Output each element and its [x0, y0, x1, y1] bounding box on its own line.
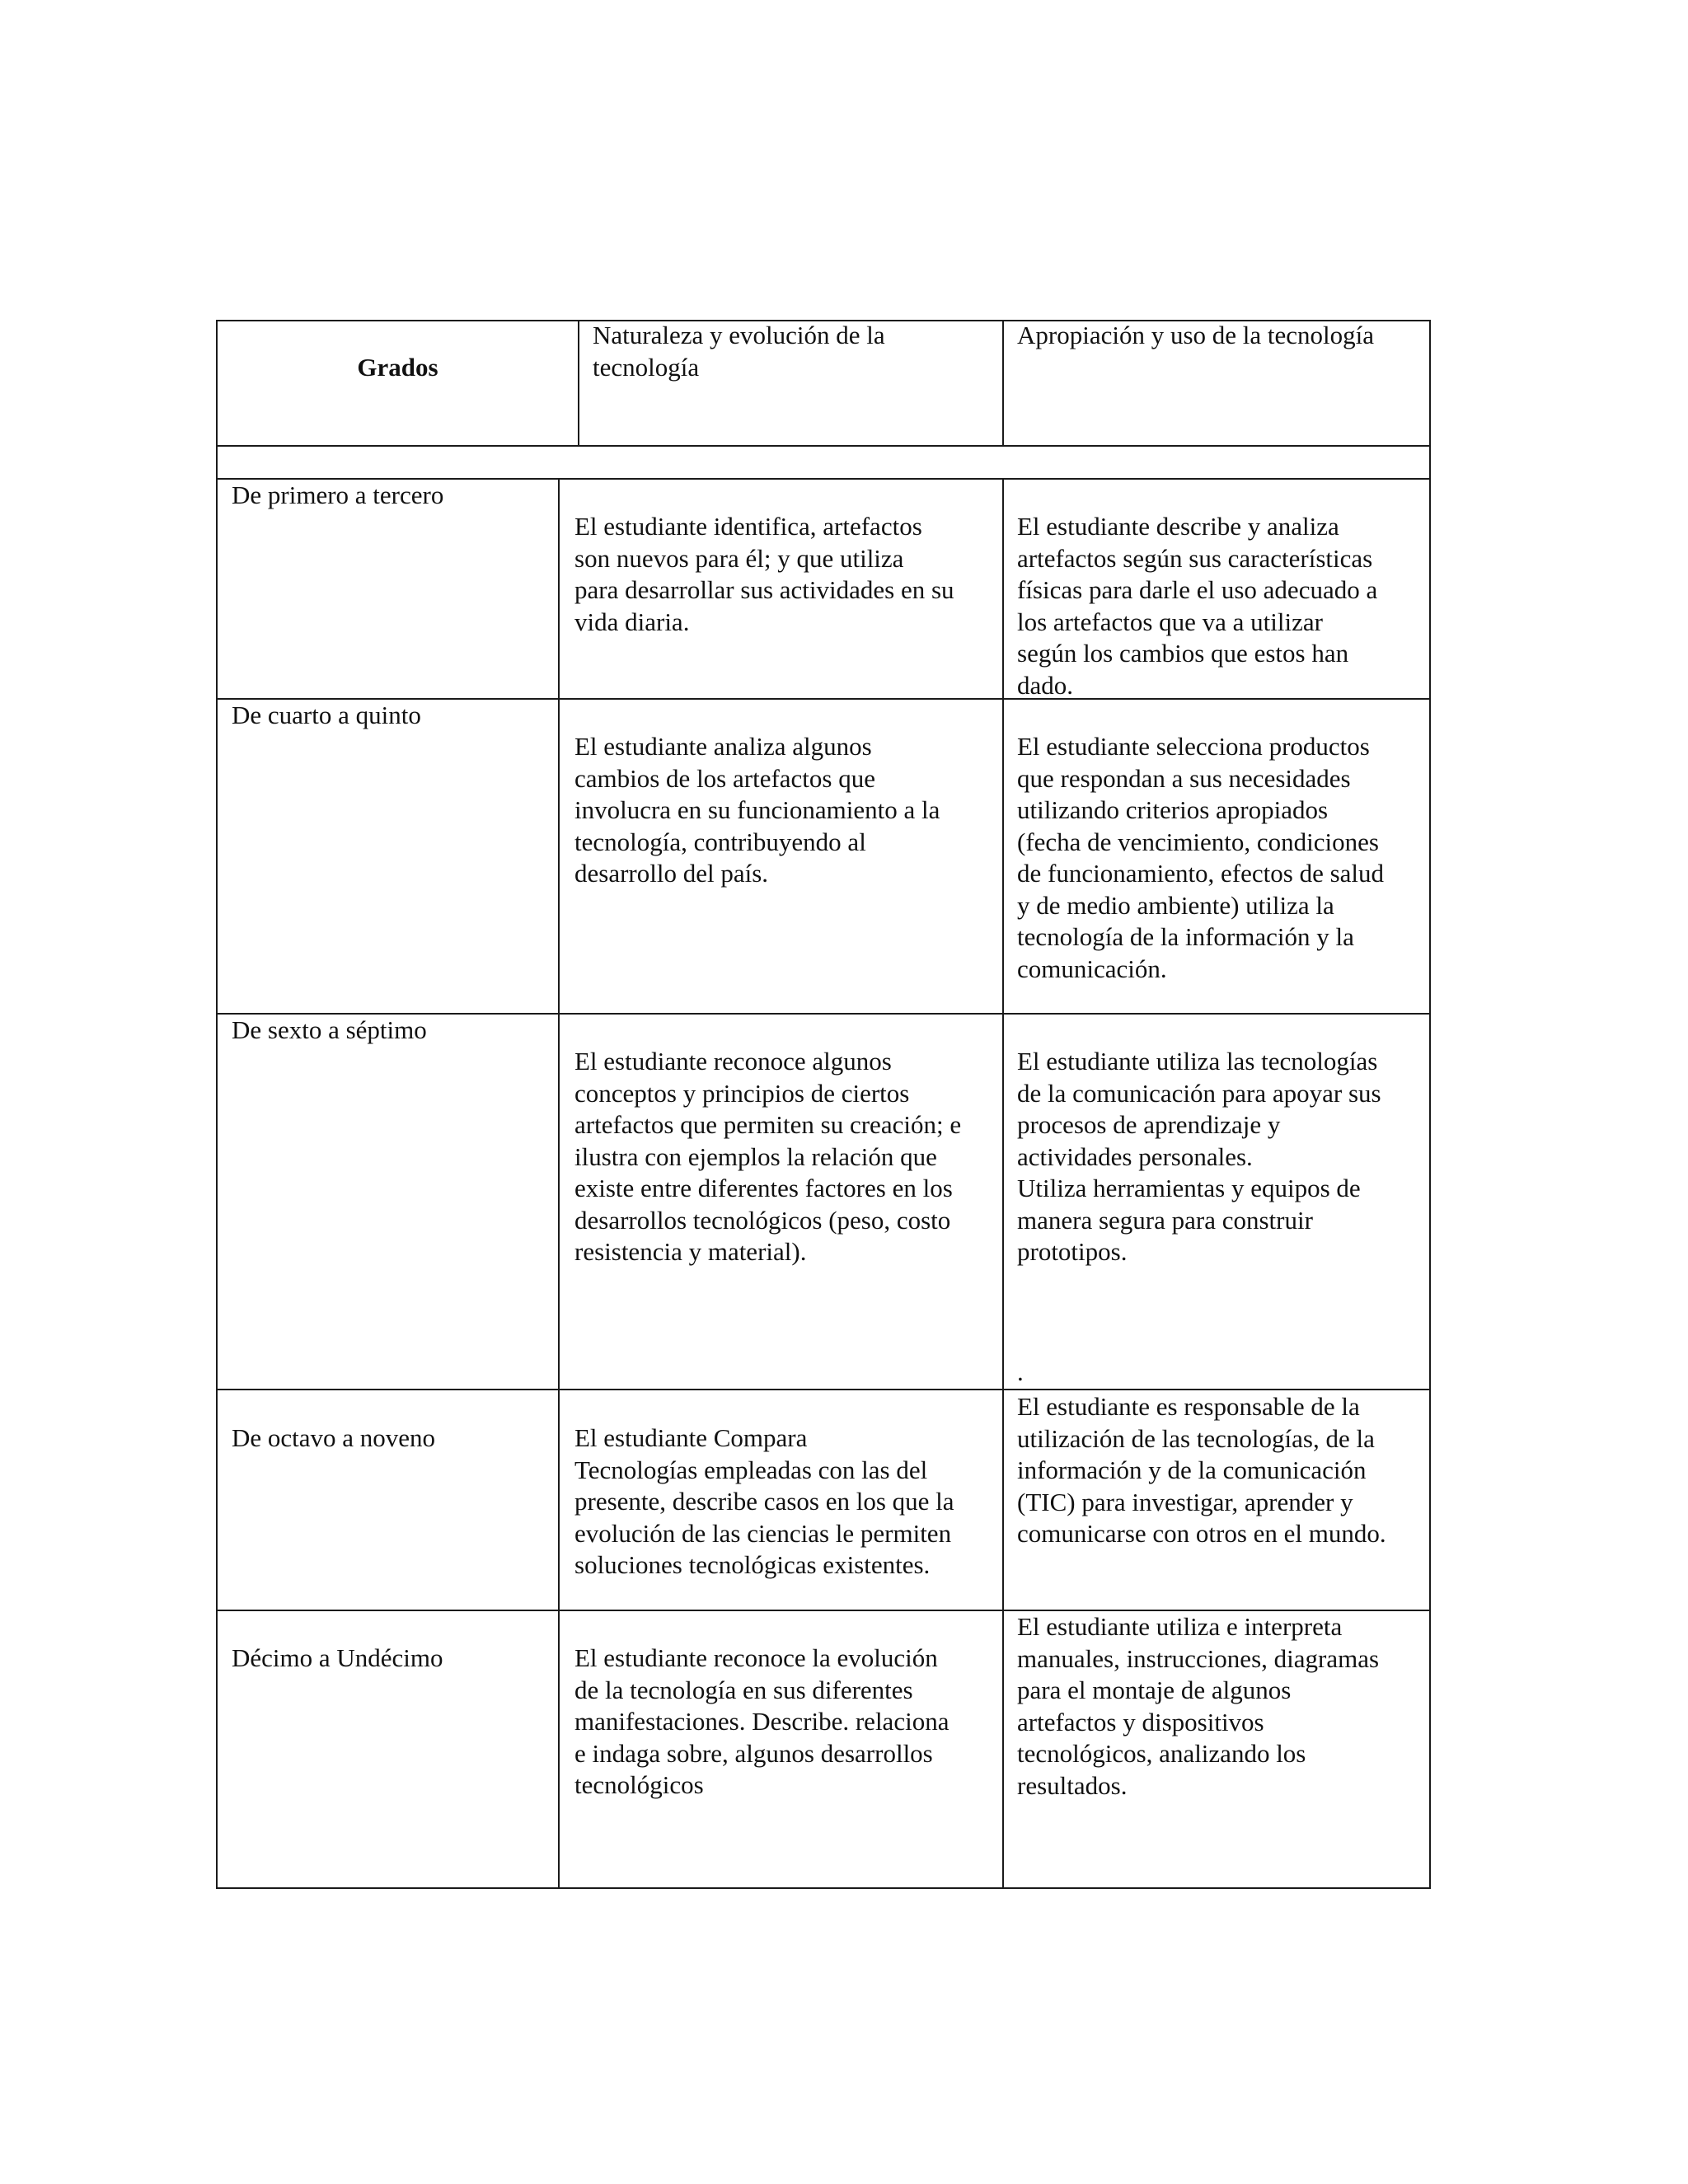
header-grados: Grados [357, 353, 438, 382]
row-5-naturaleza: El estudiante reconoce la evolución de la tecnología en sus diferentes manifestaciones. Describe. relaciona e indaga sobre, algunos desarrollos tecnológicos [574, 1643, 950, 1799]
table-border-left [216, 320, 218, 1889]
row-3-apropiacion-dot: . [1017, 1357, 1024, 1386]
table-border-bottom [216, 1887, 1431, 1889]
header-divider-2 [1002, 320, 1004, 447]
table-border-right [1429, 320, 1431, 1889]
row-2-grado: De cuarto a quinto [232, 701, 421, 729]
header-apropiacion: Apropiación y uso de la tecnología [1017, 321, 1375, 349]
row-4-apropiacion: El estudiante es responsable de la utilización de las tecnologías, de la información y de la comunicación (TIC) para investigar, aprender y comunicarse con otros en el mundo. [1017, 1392, 1386, 1548]
header-naturaleza: Naturaleza y evolución de la tecnología [593, 321, 885, 382]
row-4-grado: De octavo a noveno [232, 1423, 436, 1452]
header-border-bottom [216, 445, 1431, 447]
body-divider-2 [1002, 478, 1004, 1889]
row-2-apropiacion: El estudiante selecciona productos que respondan a sus necesidades utilizando criterios apropiados (fecha de vencimiento, condiciones de funcionamiento, efectos de salud y de medio ambiente) utiliza la tecnología de la información y la comunicación. [1017, 732, 1385, 983]
row-2-naturaleza: El estudiante analiza algunos cambios de los artefactos que involucra en su funcionamiento a la tecnología, contribuyendo al desarrollo del país. [574, 732, 940, 888]
row-separator-3 [216, 1389, 1431, 1390]
row-1-apropiacion: El estudiante describe y analiza artefactos según sus características físicas para darle el uso adecuado a los artefactos que va a utilizar según los cambios que estos han dado. [1017, 512, 1378, 700]
row-4-naturaleza: El estudiante Compara Tecnologías empleadas con las del presente, describe casos en los que la evolución de las ciencias le permiten soluciones tecnológicas existentes. [574, 1423, 954, 1579]
row-3-grado: De sexto a séptimo [232, 1015, 427, 1044]
row-1-grado: De primero a tercero [232, 480, 444, 509]
row-1-naturaleza: El estudiante identifica, artefactos son nuevos para él; y que utiliza para desarrollar sus actividades en su vida diaria. [574, 512, 954, 636]
body-divider-1 [558, 478, 560, 1889]
row-5-grado: Décimo a Undécimo [232, 1643, 443, 1672]
header-divider-1 [578, 320, 579, 447]
row-3-apropiacion: El estudiante utiliza las tecnologías de la comunicación para apoyar sus procesos de aprendizaje y actividades personales. Utiliza herramientas y equipos de manera segura para construir prototipos. [1017, 1047, 1381, 1266]
row-5-apropiacion: El estudiante utiliza e interpreta manuales, instrucciones, diagramas para el montaje de algunos artefactos y dispositivos tecnológicos, analizando los resultados. [1017, 1612, 1380, 1800]
row-3-naturaleza: El estudiante reconoce algunos conceptos y principios de ciertos artefactos que permiten su creación; e ilustra con ejemplos la relación que existe entre diferentes factores en los desarrollos tecnológicos (peso, costo resistencia y material). [574, 1047, 962, 1266]
